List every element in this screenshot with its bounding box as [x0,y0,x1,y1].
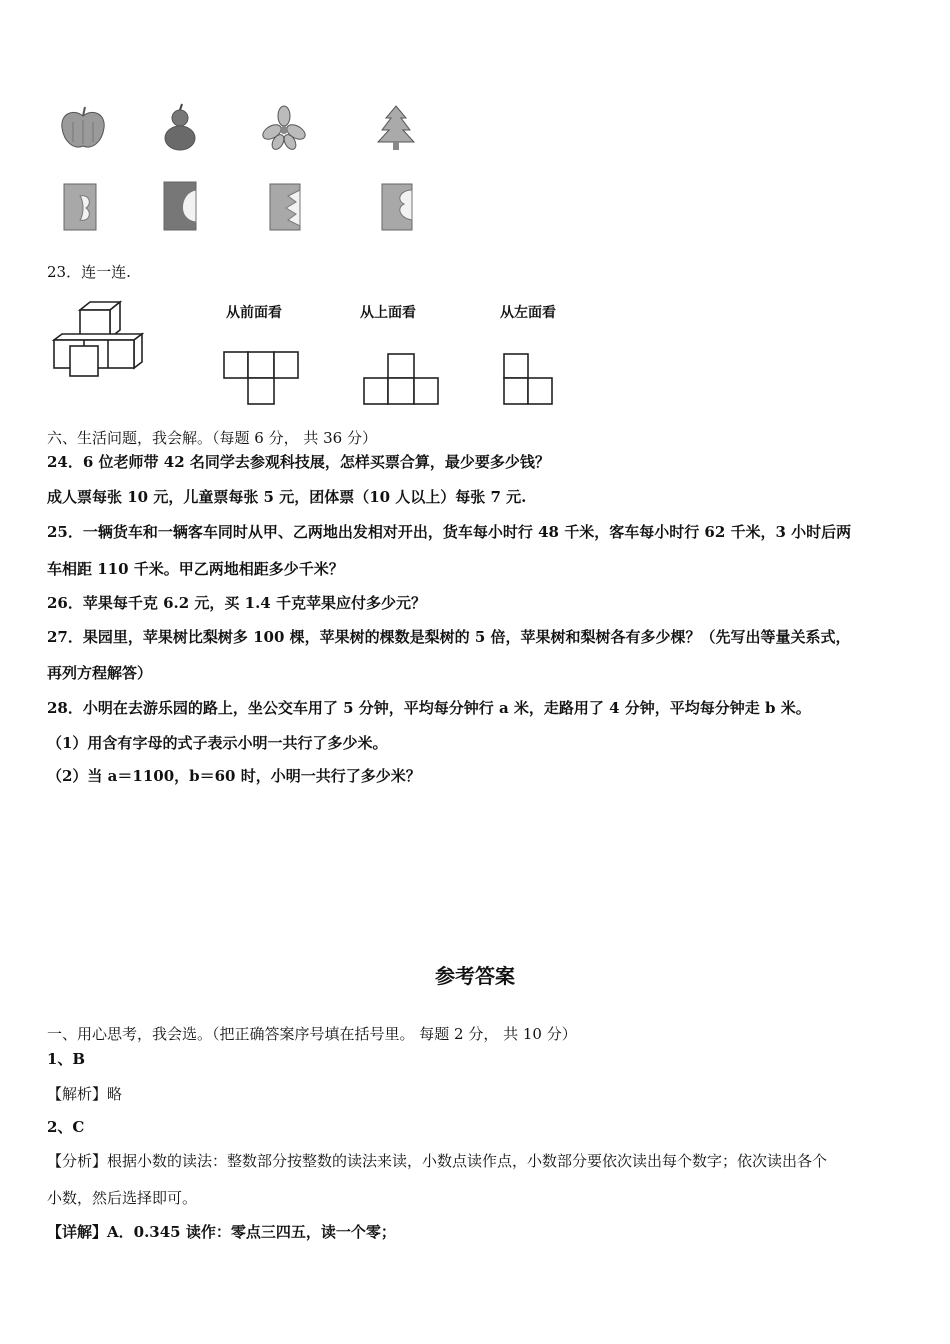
gourd-icon [160,104,200,152]
top-view-label: 从上面看 [360,305,416,321]
answer-1: 1、B [47,1050,86,1068]
view-shape-l [502,352,558,406]
answer-2: 2、C [47,1118,85,1136]
cutout-card-4 [380,182,414,232]
view-shape-inverted-t [362,352,442,406]
section6-heading: 六、生活问题，我会解。（每题 6 分， 共 36 分） [47,429,377,447]
cutout-card-2 [162,180,198,232]
answer-2-detail: 【详解】A．0.345 读作：零点三四五，读一个零； [47,1223,396,1241]
q25-line2: 车相距 110 千米。甲乙两地相距多少千米？ [47,560,344,578]
answers-section1: 一、用心思考，我会选。（把正确答案序号填在括号里。 每题 2 分， 共 10 分） [47,1025,577,1043]
q23-title: 23．连一连. [47,263,131,281]
tree-icon [376,104,416,152]
answer-1-analysis: 【解析】略 [47,1085,123,1103]
q26: 26．苹果每千克 6.2 元，买 1.4 千克苹果应付多少元？ [47,594,426,612]
q25-line1: 25．一辆货车和一辆客车同时从甲、乙两地出发相对开出，货车每小时行 48 千米，客车每小时行 62 千米，3 小时后两 [47,523,852,541]
answer-2-analysis-line2: 小数，然后选择即可。 [47,1189,198,1207]
q28-sub1: （1）用含有字母的式子表示小明一共行了多少米。 [47,734,388,752]
answers-title: 参考答案 [435,964,515,988]
flower-icon [262,106,306,150]
cutout-card-3 [268,182,302,232]
q28-sub2: （2）当 a＝1100，b＝60 时，小明一共行了多少米？ [47,767,421,785]
front-view-label: 从前面看 [226,305,282,321]
cube-stack-figure [50,298,150,382]
apple-icon [58,104,108,152]
cutout-card-1 [62,182,98,232]
view-shape-t [222,350,302,406]
answer-2-analysis-line1: 【分析】根据小数的读法：整数部分按整数的读法来读，小数点读作点，小数部分要依次读出每个数字；依次读出各个 [47,1152,828,1170]
q27-line2: 再列方程解答） [47,664,153,682]
q28-line1: 28．小明在去游乐园的路上，坐公交车用了 5 分钟，平均每分钟行 a 米，走路用了 4 分钟，平均每分钟走 b 米。 [47,699,811,717]
q24-line2: 成人票每张 10 元，儿童票每张 5 元，团体票（10 人以上）每张 7 元. [47,488,527,506]
q27-line1: 27．果园里，苹果树比梨树多 100 棵，苹果树的棵数是梨树的 5 倍，苹果树和梨树各有多少棵？（先写出等量关系式， [47,628,851,646]
q24-line1: 24．6 位老师带 42 名同学去参观科技展，怎样买票合算，最少要多少钱？ [47,453,550,471]
left-view-label: 从左面看 [500,305,556,321]
